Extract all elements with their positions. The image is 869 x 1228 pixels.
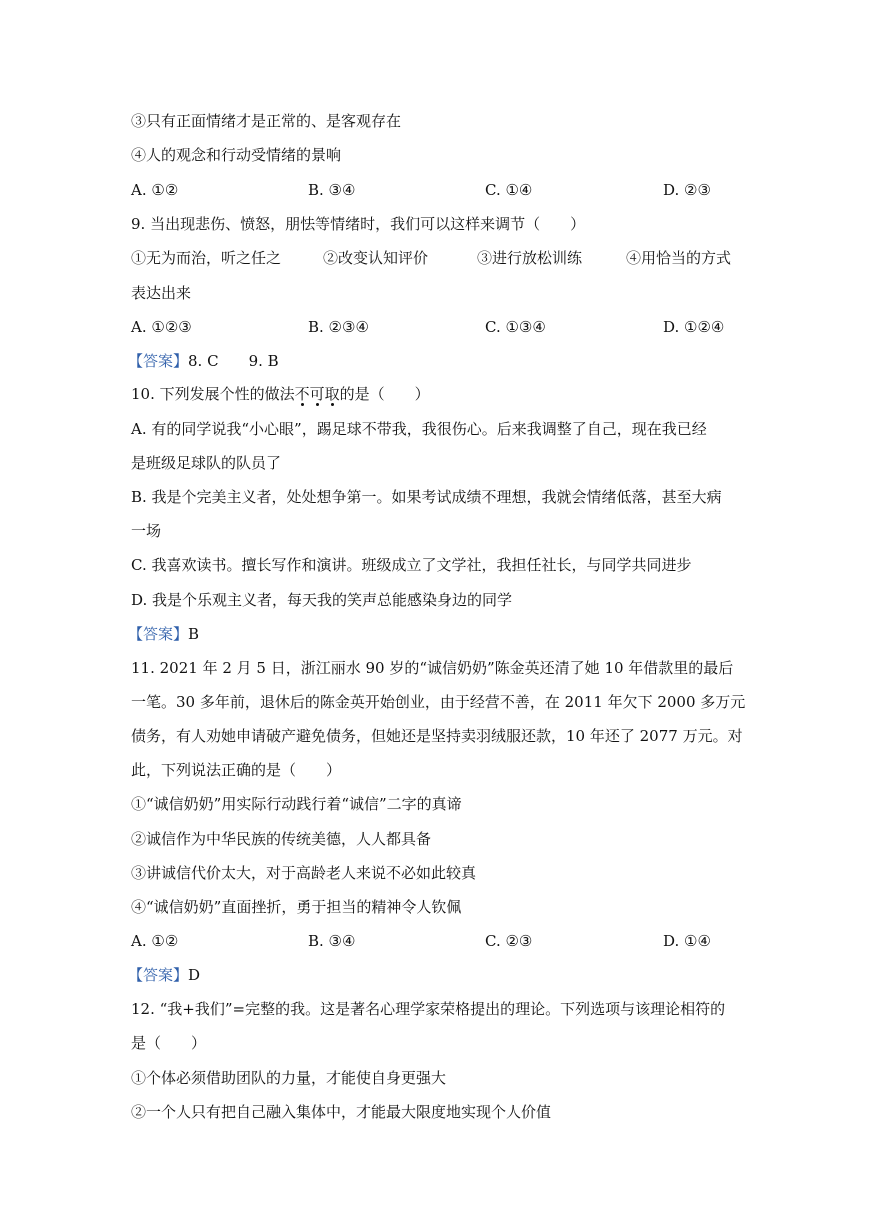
q10-option-b-line2: 一场	[131, 522, 162, 540]
q9-stem: 9. 当出现悲伤、愤怒，朋怯等情绪时，我们可以这样来调节（ ）	[131, 215, 586, 233]
q10-stem-pre: 10. 下列发展个性的做法	[131, 385, 295, 403]
q10-stem	[131, 384, 741, 404]
answer-11	[128, 965, 738, 985]
q11-choice-a: A. ①②	[131, 932, 179, 950]
q9-item-4-continued: 表达出来	[131, 284, 192, 302]
q11-stem-line4: 此，下列说法正确的是（ ）	[131, 761, 342, 779]
answer-8-9	[128, 351, 738, 371]
q11-choice-b: B. ③④	[308, 932, 356, 950]
q11-stem-line3: 债务，有人劝她申请破产避免债务，但她还是坚持卖羽绒服还款，10 年还了 2077 万元。对	[131, 727, 743, 745]
q10-option-a-line2: 是班级足球队的队员了	[131, 454, 282, 472]
answer-tag: 【答案】	[128, 352, 189, 370]
q9-item-1: ①无为而治，听之任之	[131, 249, 282, 267]
q8-choices	[131, 180, 741, 200]
q8-statement-3: ③只有正面情绪才是正常的、是客观存在	[131, 112, 402, 130]
q8-choice-d: D. ②③	[663, 181, 711, 199]
q10-option-a-line1: A. 有的同学说我“小心眼”，踢足球不带我，我很伤心。后来我调整了自己，现在我已经	[131, 420, 707, 438]
q11-choice-d: D. ①④	[663, 932, 711, 950]
q9-choices	[131, 317, 741, 337]
q11-choice-c: C. ②③	[485, 932, 533, 950]
q11-choices	[131, 931, 741, 951]
answer-10	[128, 624, 738, 644]
q10-stem-post: 的是（ ）	[339, 385, 430, 403]
q9-choice-b: B. ②③④	[308, 318, 369, 336]
q12-statement-1: ①个体必须借助团队的力量，才能使自身更强大	[131, 1069, 447, 1087]
q10-option-d: D. 我是个乐观主义者，每天我的笑声总能感染身边的同学	[131, 591, 513, 609]
q12-statement-2: ②一个人只有把自己融入集体中，才能最大限度地实现个人价值	[131, 1103, 552, 1121]
q11-statement-2: ②诚信作为中华民族的传统美德，人人都具备	[131, 830, 432, 848]
q11-statement-1: ①“诚信奶奶”用实际行动践行着“诚信”二字的真谛	[131, 795, 462, 813]
answer-text: 8. C 9. B	[188, 352, 279, 370]
q9-choice-a: A. ①②③	[131, 318, 192, 336]
q8-statement-4: ④人的观念和行动受情绪的景响	[131, 146, 342, 164]
q11-stem-line2: 一笔。30 多年前，退休后的陈金英开始创业，由于经营不善，在 2011 年欠下 2000 多万元	[131, 693, 746, 711]
q8-choice-c: C. ①④	[485, 181, 533, 199]
q9-choice-d: D. ①②④	[663, 318, 725, 336]
answer-tag: 【答案】	[128, 625, 189, 643]
q9-item-4: ④用恰当的方式	[626, 249, 732, 267]
q9-item-2: ②改变认知评价	[323, 249, 429, 267]
q8-choice-b: B. ③④	[308, 181, 356, 199]
q10-emphasis	[295, 385, 340, 403]
q11-stem-line1: 11. 2021 年 2 月 5 日，浙江丽水 90 岁的“诚信奶奶”陈金英还清了她 10 年借款里的最后	[131, 659, 734, 677]
answer-tag: 【答案】	[128, 966, 189, 984]
emphasis-dots	[295, 403, 340, 407]
q9-item-3: ③进行放松训练	[477, 249, 583, 267]
q12-stem-line2: 是（ ）	[131, 1034, 207, 1052]
q11-statement-4: ④“诚信奶奶”直面挫折，勇于担当的精神令人钦佩	[131, 898, 462, 916]
q10-emphasis-text: 不可取	[294, 385, 340, 403]
q9-items	[131, 248, 741, 268]
q12-stem-line1: 12. “我+我们”=完整的我。这是著名心理学家荣格提出的理论。下列选项与该理论相符的	[131, 1000, 726, 1018]
q9-choice-c: C. ①③④	[485, 318, 546, 336]
q10-option-c: C. 我喜欢读书。擅长写作和演讲。班级成立了文学社，我担任社长，与同学共同进步	[131, 556, 692, 574]
q11-statement-3: ③讲诚信代价太大，对于高龄老人来说不必如此较真	[131, 864, 477, 882]
q8-choice-a: A. ①②	[131, 181, 179, 199]
answer-text: D	[188, 966, 201, 984]
answer-text: B	[188, 625, 200, 643]
q10-option-b-line1: B. 我是个完美主义者，处处想争第一。如果考试成绩不理想，我就会情绪低落，甚至大病	[131, 488, 722, 506]
